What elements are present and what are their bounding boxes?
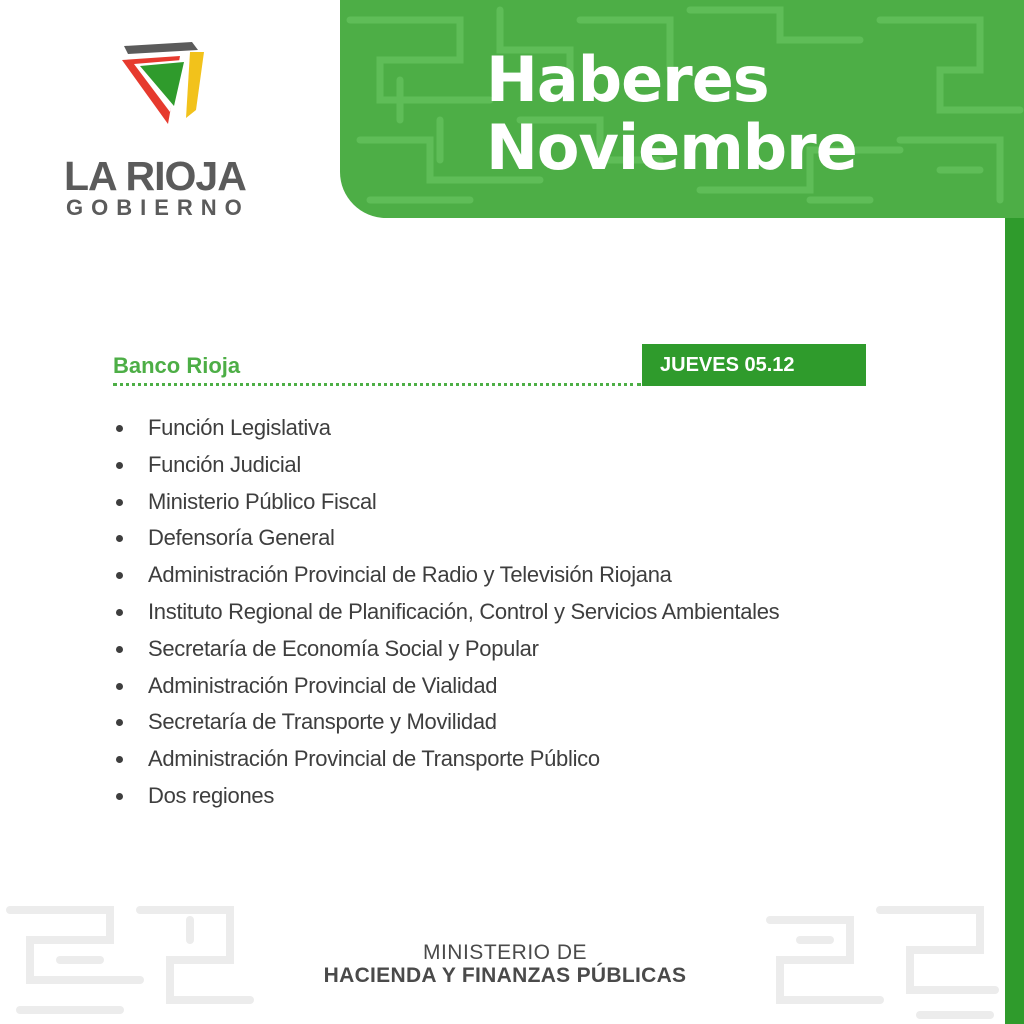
bullet-icon [116,646,123,653]
title-line-1: Haberes [486,43,769,116]
footer-line-1: MINISTERIO DE [422,941,587,964]
list-item [112,704,779,741]
list-item [112,557,779,594]
payroll-list [112,410,779,815]
list-item-label: Administración Provincial de Vialidad [148,672,498,698]
logo-sub-text: GOBIERNO [66,195,250,220]
page-title [486,43,857,184]
list-item-label: Función Judicial [148,451,301,477]
list-item-label: Secretaría de Economía Social y Popular [148,635,539,661]
bullet-icon [116,462,123,469]
dotted-divider [113,383,641,386]
list-item [112,668,779,705]
bullet-icon [116,535,123,542]
list-item-label: Dos regiones [148,782,275,808]
right-accent-strip [1005,218,1024,1024]
list-item [112,410,779,447]
list-item [112,594,779,631]
header-banner [340,0,1024,218]
bullet-icon [116,499,123,506]
bullet-icon [116,756,123,763]
list-item-label: Defensoría General [148,525,335,551]
list-item-label: Secretaría de Transporte y Movilidad [148,709,497,735]
footer-line-2: HACIENDA Y FINANZAS PÚBLICAS [323,964,687,987]
list-item-label: Función Legislativa [148,415,331,440]
list-item [112,520,779,557]
section-label: Banco Rioja [113,353,241,378]
list-item [112,447,779,484]
list-item-label: Ministerio Público Fiscal [148,488,377,514]
logo-emblem-icon [120,38,210,134]
list-item [112,484,779,521]
bullet-icon [116,719,123,726]
bullet-icon [116,425,123,432]
bullet-icon [116,572,123,579]
date-badge [642,344,866,386]
logo-brand-text: LA RIOJA [64,153,246,199]
bullet-icon [116,793,123,800]
footer-pattern-left [0,900,258,1024]
list-item-label: Instituto Regional de Planificación, Control y Servicios Ambientales [148,598,780,624]
bullet-icon [116,609,123,616]
date-badge-text: JUEVES 05.12 [660,354,795,376]
title-line-2: Noviembre [486,111,857,184]
list-item [112,741,779,778]
list-item-label: Administración Provincial de Radio y Televisión Riojana [148,562,672,588]
footer-pattern-right [760,900,1005,1024]
logo [64,38,274,218]
bullet-icon [116,683,123,690]
footer-ministry [250,942,760,988]
list-item-label: Administración Provincial de Transporte Público [148,746,600,772]
list-item [112,778,779,815]
list-item [112,631,779,668]
